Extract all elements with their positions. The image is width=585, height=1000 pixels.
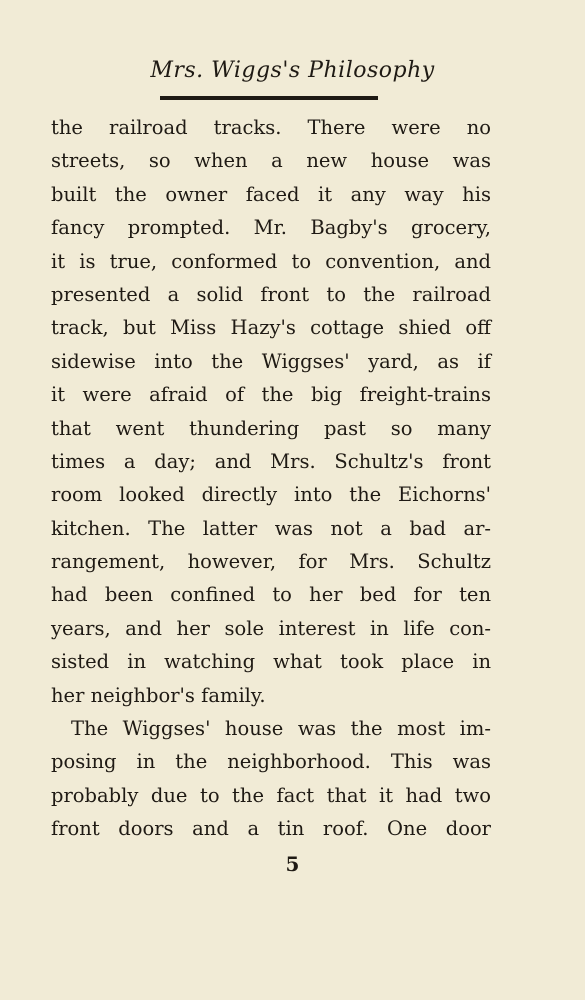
text-line: rangement, however, for Mrs. Schultz — [51, 550, 491, 574]
text-line: it is true, conformed to convention, and — [51, 249, 491, 273]
text-line: it were afraid of the big freight-trains — [51, 383, 491, 407]
text-line: probably due to the fact that it had two — [51, 783, 491, 807]
text-line: track, but Miss Hazy's cottage shied off — [51, 316, 491, 340]
text-line: sidewise into the Wiggses' yard, as if — [51, 349, 491, 373]
header-rule — [160, 96, 378, 100]
page-number: 5 — [285, 852, 300, 876]
text-line: years, and her sole interest in life con- — [51, 616, 491, 640]
text-line: front doors and a tin roof. One door — [51, 817, 491, 841]
paragraph-end-line: her neighbor's family. — [51, 683, 266, 707]
text-line: sisted in watching what took place in — [51, 650, 491, 674]
text-line: room looked directly into the Eichorns' — [51, 483, 491, 507]
text-line: that went thundering past so many — [51, 416, 491, 440]
text-line: times a day; and Mrs. Schultz's front — [51, 449, 491, 473]
paragraph-start-line: The Wiggses' house was the most im- — [71, 717, 491, 741]
text-line: the railroad tracks. There were no — [51, 116, 491, 139]
running-head-title: Mrs. Wiggs's Philosophy — [150, 58, 435, 83]
text-line: kitchen. The latter was not a bad ar- — [51, 516, 491, 540]
text-line: streets, so when a new house was — [51, 149, 491, 173]
text-line: fancy prompted. Mr. Bagby's grocery, — [51, 216, 491, 240]
text-line: built the owner faced it any way his — [51, 182, 491, 206]
text-line: had been confined to her bed for ten — [51, 583, 491, 607]
body-text — [51, 111, 491, 846]
text-line: posing in the neighborhood. This was — [51, 750, 491, 774]
text-line: presented a solid front to the railroad — [51, 282, 491, 306]
